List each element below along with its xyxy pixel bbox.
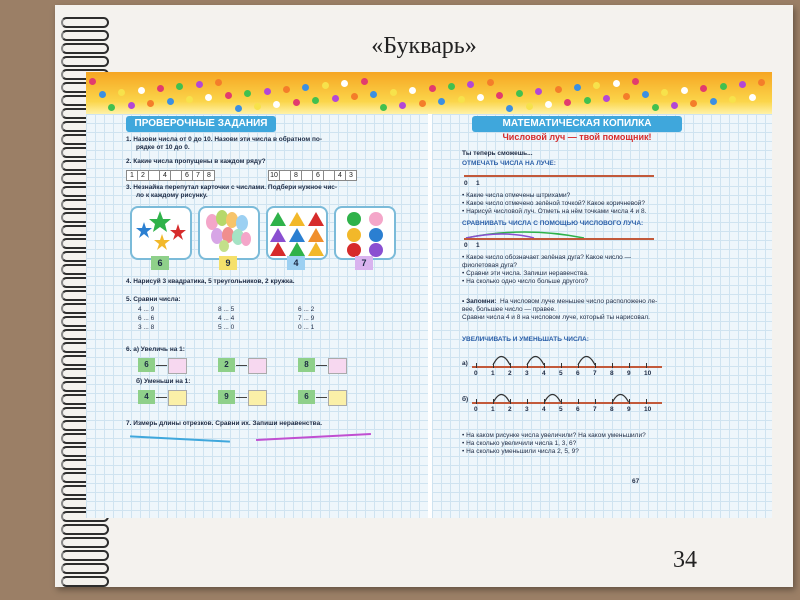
confetti-dot bbox=[390, 89, 397, 96]
confetti-dot bbox=[273, 101, 280, 108]
triangles-card bbox=[266, 206, 328, 260]
confetti-dot bbox=[264, 88, 271, 95]
confetti-dot bbox=[467, 81, 474, 88]
confetti-dot bbox=[380, 104, 387, 111]
confetti-dot bbox=[186, 96, 193, 103]
ray-number: 4 bbox=[542, 406, 546, 413]
confetti-dot bbox=[283, 86, 290, 93]
ray-1-label-1: 1 bbox=[476, 180, 480, 187]
circles-card bbox=[334, 206, 396, 260]
ray-tick bbox=[646, 399, 647, 404]
confetti-dot bbox=[351, 93, 358, 100]
ray-tick bbox=[493, 363, 494, 368]
compare-item: 0 ... 1 bbox=[298, 324, 315, 331]
confetti-dot bbox=[642, 91, 649, 98]
confetti-dot bbox=[99, 91, 106, 98]
answer-box bbox=[328, 390, 347, 406]
ray-1 bbox=[464, 175, 654, 177]
ray-b bbox=[472, 402, 662, 404]
spiral-ring bbox=[61, 535, 109, 546]
number-cell: 1 bbox=[126, 170, 138, 181]
ray-a-arcs bbox=[472, 346, 672, 366]
compare-item: 8 ... 5 bbox=[218, 306, 235, 313]
question-line: • На сколько одно число больше другого? bbox=[462, 278, 589, 285]
section-2-title: СРАВНИВАТЬ ЧИСЛА С ПОМОЩЬЮ ЧИСЛОВОГО ЛУЧА: bbox=[462, 220, 644, 227]
confetti-dot bbox=[429, 85, 436, 92]
confetti-dot bbox=[312, 97, 319, 104]
ray-number: 6 bbox=[576, 370, 580, 377]
ray-number: 8 bbox=[610, 406, 614, 413]
ray-tick bbox=[544, 399, 545, 404]
spiral-ring bbox=[61, 548, 109, 559]
question-line: • Какое число отмечено зелёной точкой? Какое коричневой? bbox=[462, 200, 645, 207]
ray-tick bbox=[510, 363, 511, 368]
intro-text: Ты теперь сможешь... bbox=[462, 150, 533, 157]
confetti-dot bbox=[361, 78, 368, 85]
ray-tick bbox=[527, 399, 528, 404]
confetti-dot bbox=[729, 96, 736, 103]
spiral-ring bbox=[61, 574, 109, 585]
confetti-dot bbox=[235, 105, 242, 112]
arrow bbox=[316, 397, 327, 398]
ray-number: 9 bbox=[627, 406, 631, 413]
question-line: • На каком рисунке числа увеличили? На каком уменьшили? bbox=[462, 432, 646, 439]
ray-tick bbox=[629, 363, 630, 368]
textbook-spread bbox=[86, 72, 772, 518]
confetti-dot bbox=[690, 100, 697, 107]
ray-tick bbox=[561, 363, 562, 368]
arrow bbox=[236, 365, 247, 366]
confetti-dot bbox=[506, 105, 513, 112]
confetti-dot bbox=[205, 94, 212, 101]
spiral-ring bbox=[61, 561, 109, 572]
confetti-dot bbox=[710, 98, 717, 105]
confetti-dot bbox=[458, 96, 465, 103]
remember-label: • Запомни: bbox=[462, 298, 497, 305]
confetti-dot bbox=[477, 94, 484, 101]
confetti-dot bbox=[739, 81, 746, 88]
value-box: 4 bbox=[138, 390, 155, 404]
ray-number: 9 bbox=[627, 370, 631, 377]
question-line: • Какое число обозначает зелёная дуга? Какое число — bbox=[462, 254, 632, 261]
ray-number: 3 bbox=[525, 406, 529, 413]
confetti-dot bbox=[535, 88, 542, 95]
ray-number: 4 bbox=[542, 370, 546, 377]
task-2-text: 2. Какие числа пропущены в каждом ряду? bbox=[126, 158, 266, 165]
ray-number: 2 bbox=[508, 406, 512, 413]
right-page-header: МАТЕМАТИЧЕСКАЯ КОПИЛКА bbox=[472, 116, 682, 132]
confetti-dot bbox=[652, 104, 659, 111]
confetti-dot bbox=[564, 99, 571, 106]
book-page-number: 67 bbox=[632, 478, 640, 485]
arrow bbox=[156, 365, 167, 366]
ray-number: 3 bbox=[525, 370, 529, 377]
question-line: • Какие числа отмечены штрихами? bbox=[462, 192, 571, 199]
section-3-title: УВЕЛИЧИВАТЬ И УМЕНЬШАТЬ ЧИСЛА: bbox=[462, 336, 589, 343]
confetti-dot bbox=[661, 89, 668, 96]
ray-tick bbox=[646, 363, 647, 368]
value-box: 6 bbox=[298, 390, 315, 404]
question-line: • На сколько увеличили числа 1, 3, 6? bbox=[462, 440, 577, 447]
ray-number: 1 bbox=[491, 406, 495, 413]
segment-blue bbox=[130, 435, 230, 442]
confetti-dot bbox=[603, 95, 610, 102]
ray-number: 0 bbox=[474, 370, 478, 377]
confetti-dot bbox=[196, 81, 203, 88]
confetti-dot bbox=[147, 100, 154, 107]
ray-number: 10 bbox=[644, 406, 652, 413]
confetti-dot bbox=[720, 83, 727, 90]
confetti-dot bbox=[215, 79, 222, 86]
ray-tick bbox=[527, 363, 528, 368]
circles-icon bbox=[336, 208, 394, 258]
confetti-dot bbox=[681, 87, 688, 94]
arrow bbox=[236, 397, 247, 398]
confetti-dot bbox=[341, 80, 348, 87]
arrow bbox=[316, 365, 327, 366]
segment-purple bbox=[256, 433, 371, 441]
confetti-dot bbox=[409, 87, 416, 94]
ray-number: 7 bbox=[593, 406, 597, 413]
stars-card bbox=[130, 206, 192, 260]
ray-number: 0 bbox=[474, 406, 478, 413]
confetti-dot bbox=[225, 92, 232, 99]
confetti-dot bbox=[545, 101, 552, 108]
confetti-dot bbox=[671, 102, 678, 109]
confetti-dot bbox=[496, 92, 503, 99]
ray-tick bbox=[612, 363, 613, 368]
value-box: 2 bbox=[218, 358, 235, 372]
confetti-dot bbox=[574, 84, 581, 91]
question-line: • Сравни эти числа. Запиши неравенства. bbox=[462, 270, 589, 277]
number-cell: 4 bbox=[334, 170, 346, 181]
ray-number: 8 bbox=[610, 370, 614, 377]
compare-item: 4 ... 4 bbox=[218, 315, 235, 322]
confetti-dot bbox=[584, 97, 591, 104]
left-page bbox=[86, 114, 428, 518]
right-page-subheader: Числовой луч — твой помощник! bbox=[502, 132, 652, 142]
task-6b-text: б) Уменьши на 1: bbox=[136, 378, 191, 385]
task-1-text-cont: рядке от 10 до 0. bbox=[136, 144, 190, 151]
ray-1-label-0: 0 bbox=[464, 180, 468, 187]
question-line: • На сколько уменьшили числа 2, 5, 9? bbox=[462, 448, 579, 455]
task-4-text: 4. Нарисуй 3 квадратика, 5 треугольников, 2 кружка. bbox=[126, 278, 295, 285]
confetti-dot bbox=[138, 87, 145, 94]
confetti-dot bbox=[157, 85, 164, 92]
number-cell: 6 bbox=[181, 170, 193, 181]
confetti-dot bbox=[128, 102, 135, 109]
confetti-dot bbox=[623, 93, 630, 100]
ray-tick bbox=[578, 399, 579, 404]
spiral-ring bbox=[61, 15, 109, 26]
ray-arc bbox=[527, 357, 544, 366]
balloons-card bbox=[198, 206, 260, 260]
number-cell: 7 bbox=[192, 170, 204, 181]
confetti-dot bbox=[332, 95, 339, 102]
compare-item: 4 ... 9 bbox=[138, 306, 155, 313]
ray-tick bbox=[561, 399, 562, 404]
confetti-dot bbox=[399, 102, 406, 109]
question-line: • Нарисуй числовой луч. Отметь на нём точками числа 4 и 8. bbox=[462, 208, 647, 215]
task-3-text-cont: ло к каждому рисунку. bbox=[136, 192, 208, 199]
ray-number: 7 bbox=[593, 370, 597, 377]
remember-text-cont: вее, большее число — правее. bbox=[462, 306, 556, 313]
number-cell: 4 bbox=[159, 170, 171, 181]
task-1-text: 1. Назови числа от 0 до 10. Назови эти числа в обратном по- bbox=[126, 136, 323, 143]
ray-a bbox=[472, 366, 662, 368]
confetti-dot bbox=[176, 83, 183, 90]
number-cell: 6 bbox=[312, 170, 324, 181]
ray-arc bbox=[578, 357, 595, 366]
answer-box bbox=[328, 358, 347, 374]
slide-title: «Букварь» bbox=[371, 33, 477, 59]
balloons-icon bbox=[200, 208, 258, 258]
decorative-banner bbox=[86, 72, 772, 114]
ray-tick bbox=[476, 399, 477, 404]
remember-text: На числовом луче меньшее число расположено ле- bbox=[500, 298, 658, 305]
number-cell: 3 bbox=[345, 170, 357, 181]
ray-number: 5 bbox=[559, 406, 563, 413]
task-5-text: 5. Сравни числа: bbox=[126, 296, 181, 303]
card-number-2: 9 bbox=[219, 256, 237, 270]
compare-item: 7 ... 9 bbox=[298, 315, 315, 322]
ray-2 bbox=[464, 238, 654, 240]
confetti-dot bbox=[108, 104, 115, 111]
ray-tick bbox=[595, 363, 596, 368]
ray-2-label-0: 0 bbox=[464, 242, 468, 249]
ray-tick bbox=[595, 399, 596, 404]
confetti-dot bbox=[438, 98, 445, 105]
confetti-dot bbox=[700, 85, 707, 92]
confetti-dot bbox=[632, 78, 639, 85]
confetti-dot bbox=[244, 90, 251, 97]
ray-number: 1 bbox=[491, 370, 495, 377]
ray-tick bbox=[544, 363, 545, 368]
compare-item: 6 ... 2 bbox=[298, 306, 315, 313]
confetti-dot bbox=[593, 82, 600, 89]
confetti-dot bbox=[419, 100, 426, 107]
card-number-3: 4 bbox=[287, 256, 305, 270]
compare-item: 6 ... 6 bbox=[138, 315, 155, 322]
answer-box bbox=[168, 390, 187, 406]
task-3-text: 3. Незнайка перепутал карточки с числами. Подбери нужное чис- bbox=[126, 184, 338, 191]
confetti-dot bbox=[613, 80, 620, 87]
number-cell: 10 bbox=[268, 170, 280, 181]
value-box: 8 bbox=[298, 358, 315, 372]
confetti-dot bbox=[516, 90, 523, 97]
confetti-dot bbox=[758, 79, 765, 86]
confetti-dot bbox=[322, 82, 329, 89]
confetti-dot bbox=[526, 103, 533, 110]
ray-tick bbox=[476, 363, 477, 368]
ray-tick bbox=[629, 399, 630, 404]
compare-4-8-text: Сравни числа 4 и 8 на числовом луче, который ты нарисовал. bbox=[462, 314, 650, 321]
ray-tick bbox=[510, 399, 511, 404]
number-cell: 2 bbox=[137, 170, 149, 181]
ray-number: 10 bbox=[644, 370, 652, 377]
confetti-dot bbox=[89, 78, 96, 85]
card-number-1: 6 bbox=[151, 256, 169, 270]
confetti-dot bbox=[555, 86, 562, 93]
answer-box bbox=[248, 358, 267, 374]
ray-number: 2 bbox=[508, 370, 512, 377]
ray-b-label: б) bbox=[462, 396, 469, 403]
slide-page-number: 34 bbox=[673, 547, 697, 573]
answer-box bbox=[168, 358, 187, 374]
spiral-ring bbox=[61, 522, 109, 533]
arrow bbox=[156, 397, 167, 398]
right-page bbox=[432, 114, 772, 518]
compare-item: 5 ... 0 bbox=[218, 324, 235, 331]
number-cell: 8 bbox=[290, 170, 302, 181]
ray-number: 5 bbox=[559, 370, 563, 377]
value-box: 6 bbox=[138, 358, 155, 372]
left-page-header: ПРОВЕРОЧНЫЕ ЗАДАНИЯ bbox=[126, 116, 276, 132]
ray-a-label: а) bbox=[462, 360, 468, 367]
ray-tick bbox=[493, 399, 494, 404]
number-cell: 8 bbox=[203, 170, 215, 181]
compare-item: 3 ... 8 bbox=[138, 324, 155, 331]
confetti-dot bbox=[487, 79, 494, 86]
ray-b-arcs bbox=[472, 384, 672, 404]
confetti-dot bbox=[370, 91, 377, 98]
card-number-4: 7 bbox=[355, 256, 373, 270]
value-box: 9 bbox=[218, 390, 235, 404]
answer-box bbox=[248, 390, 267, 406]
stars-icon bbox=[132, 208, 190, 258]
question-line: фиолетовая дуга? bbox=[462, 262, 517, 269]
confetti-dot bbox=[254, 103, 261, 110]
task-7-text: 7. Измерь длины отрезков. Сравни их. Запиши неравенства. bbox=[126, 420, 323, 427]
task-6a-text: 6. а) Увеличь на 1: bbox=[126, 346, 185, 353]
confetti-dot bbox=[302, 84, 309, 91]
ray-tick bbox=[612, 399, 613, 404]
confetti-dot bbox=[167, 98, 174, 105]
confetti-dot bbox=[448, 83, 455, 90]
triangles-icon bbox=[268, 208, 326, 258]
confetti-dot bbox=[749, 94, 756, 101]
confetti-dot bbox=[118, 89, 125, 96]
ray-2-label-1: 1 bbox=[476, 242, 480, 249]
section-1-title: ОТМЕЧАТЬ ЧИСЛА НА ЛУЧЕ: bbox=[462, 160, 556, 167]
ray-arc bbox=[493, 357, 510, 366]
ray-number: 6 bbox=[576, 406, 580, 413]
confetti-dot bbox=[293, 99, 300, 106]
ray-tick bbox=[578, 363, 579, 368]
